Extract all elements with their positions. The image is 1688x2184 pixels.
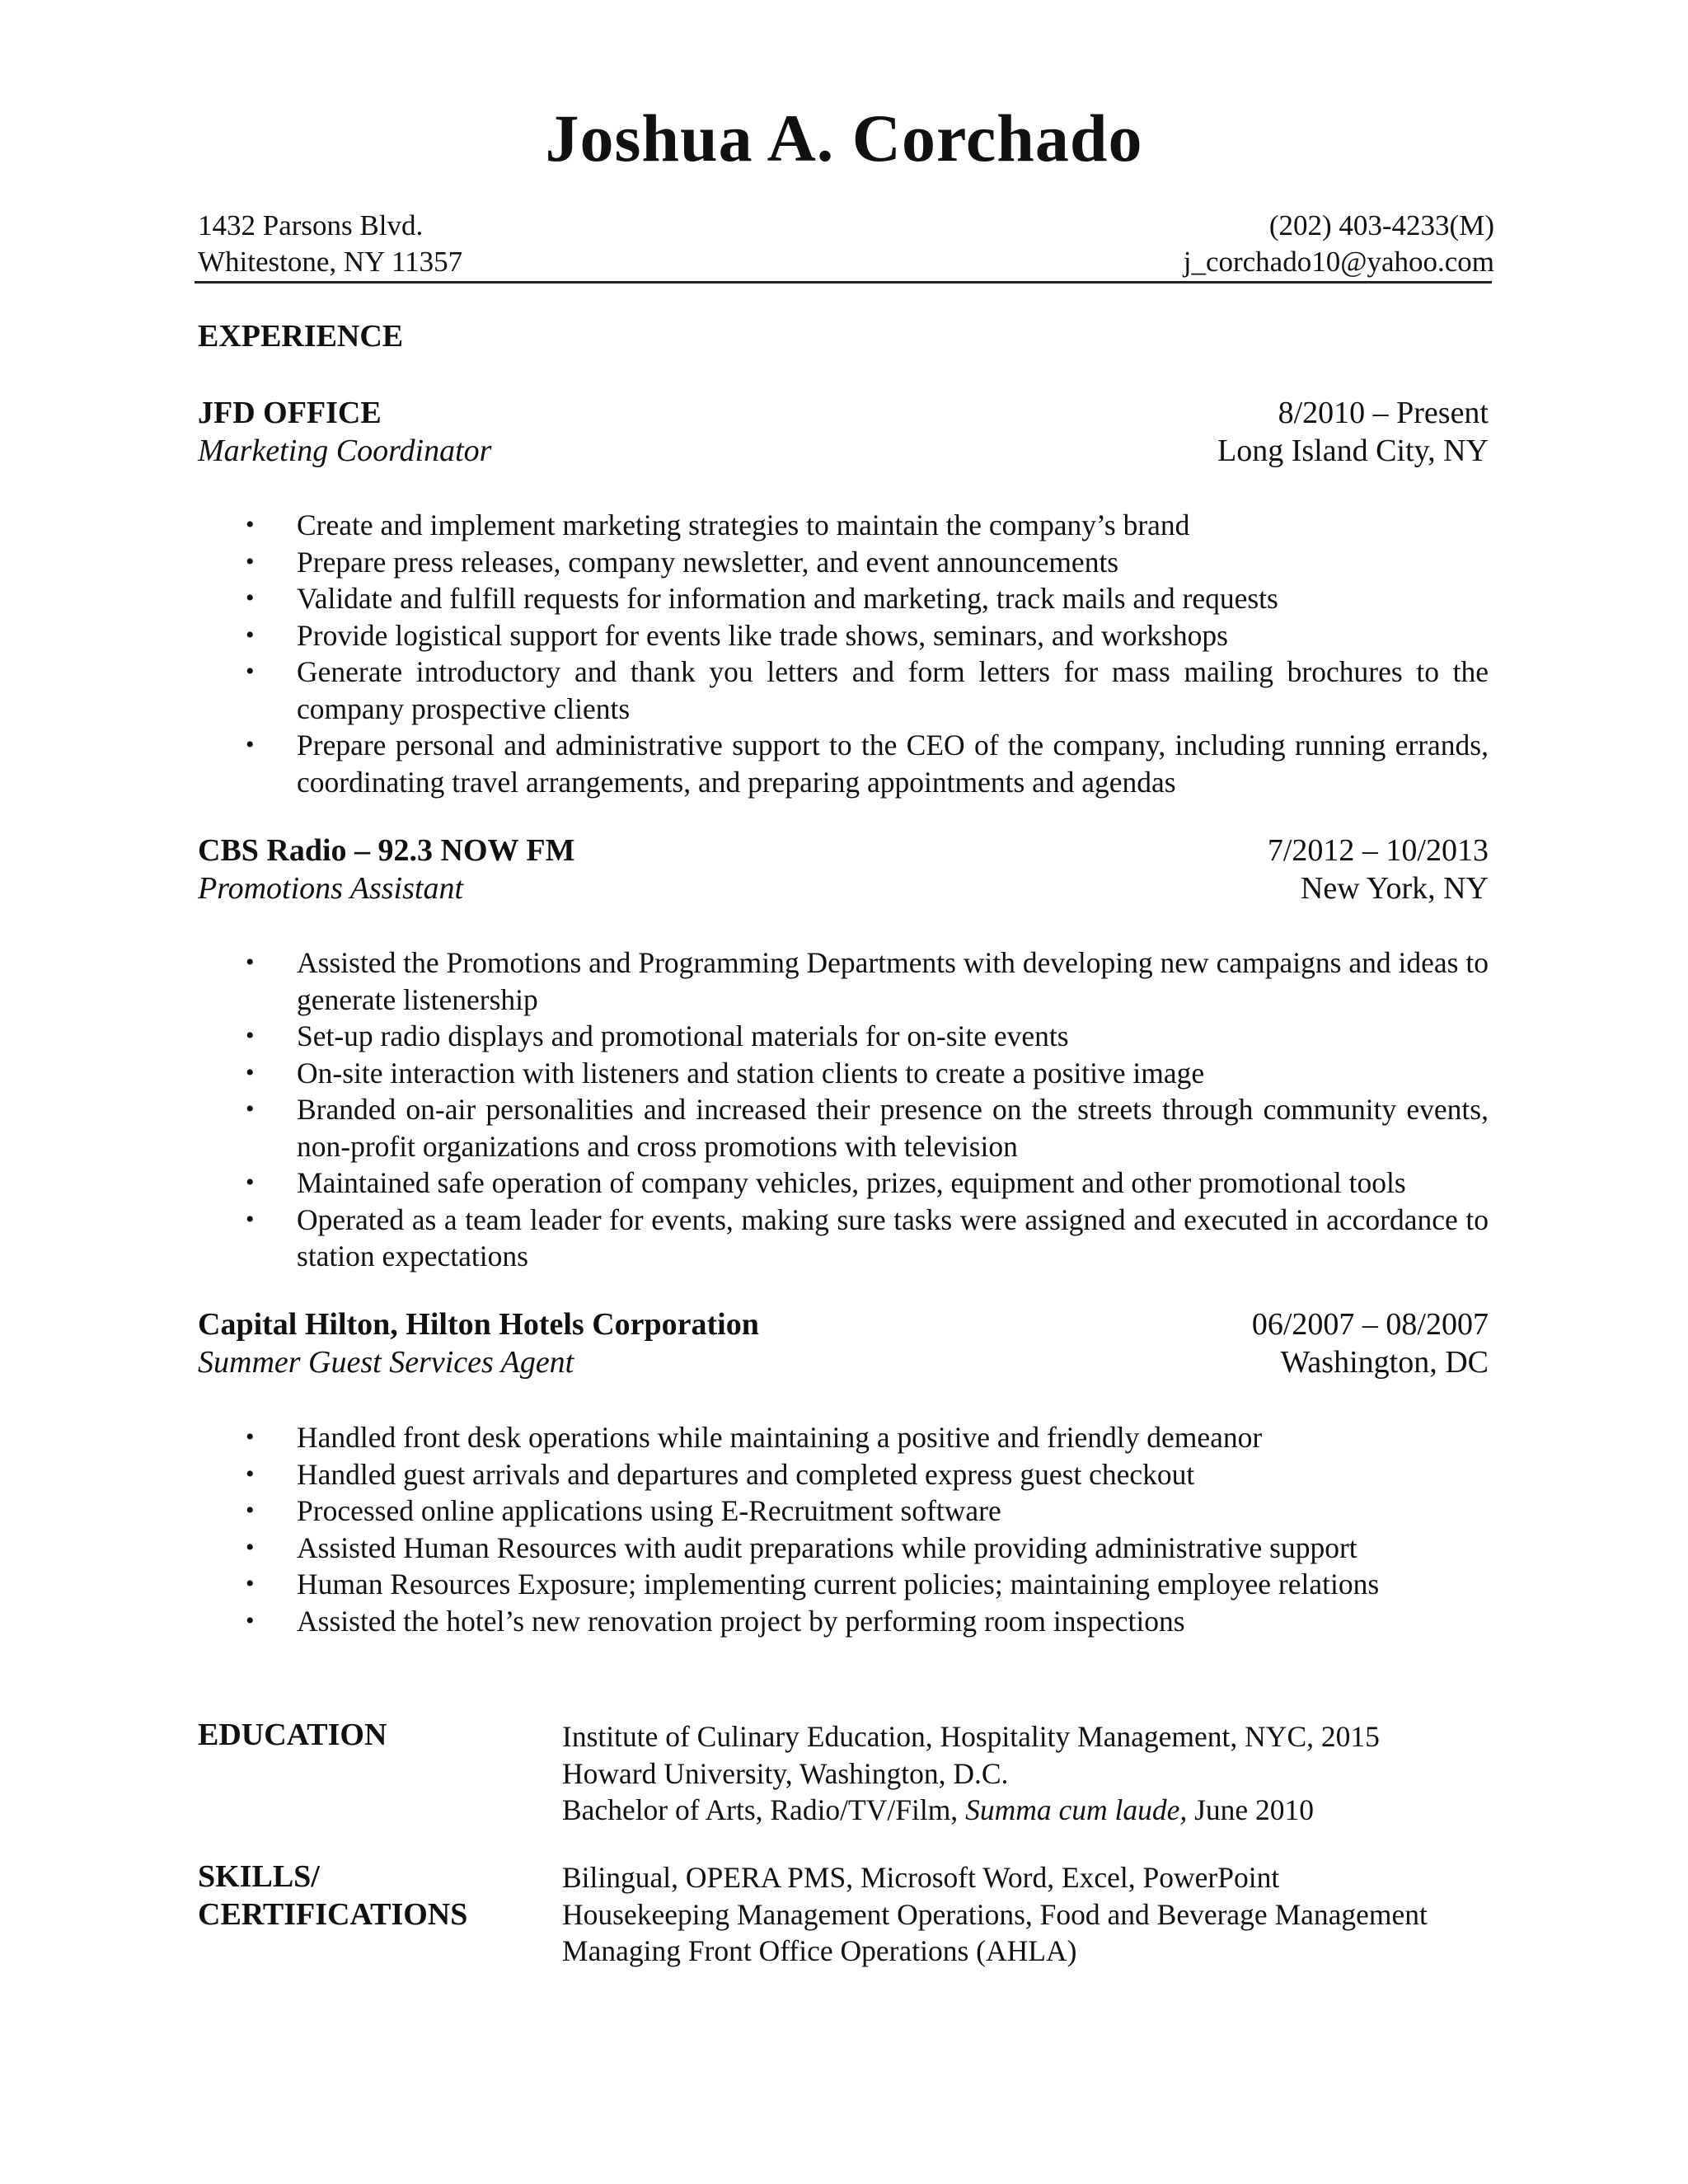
job-bullets (198, 1419, 1489, 1639)
candidate-name: Joshua A. Corchado (545, 101, 1143, 176)
bullet-item: • Set-up radio displays and promotional materials for on-site events (246, 1019, 1069, 1052)
bullet-item: • Generate introductory and thank you letters and form letters for mass mailing brochures to the company prospective clients (246, 655, 1489, 725)
bullet-item: • Validate and fulfill requests for information and marketing, track mails and requests (246, 582, 1278, 615)
job-entry (198, 394, 1489, 470)
bullet-item: • Prepare personal and administrative support to the CEO of the company, including running errands, coordinating travel arrangements, and preparing appointments and agendas (246, 729, 1489, 799)
skills-line: Bilingual, OPERA PMS, Microsoft Word, Excel, PowerPoint (562, 1861, 1280, 1894)
job-company: CBS Radio – 92.3 NOW FM (198, 833, 575, 868)
job-location: Long Island City, NY (1217, 434, 1489, 468)
job-dates: 06/2007 – 08/2007 (1251, 1307, 1489, 1342)
skills-line: Managing Front Office Operations (AHLA) (562, 1934, 1077, 1967)
job-title: Summer Guest Services Agent (198, 1345, 574, 1380)
education-line: Institute of Culinary Education, Hospitality Management, NYC, 2015 (562, 1720, 1380, 1753)
address-street: 1432 Parsons Blvd. (198, 209, 424, 241)
bullet-item: • Assisted the hotel’s new renovation project by performing room inspections (246, 1604, 1185, 1638)
experience-heading: EXPERIENCE (198, 319, 404, 354)
bullet-item: • Assisted Human Resources with audit preparations while providing administrative support (246, 1530, 1357, 1564)
address-block (198, 208, 462, 280)
education-heading: EDUCATION (198, 1718, 387, 1752)
bullet-item: • Create and implement marketing strategies to maintain the company’s brand (246, 509, 1190, 541)
job-dates: 7/2012 – 10/2013 (1267, 833, 1489, 868)
job-title: Marketing Coordinator (198, 434, 492, 468)
job-company: Capital Hilton, Hilton Hotels Corporation (198, 1307, 759, 1342)
job-entry (198, 832, 1489, 907)
skills-line: Housekeeping Management Operations, Food and Beverage Management (562, 1897, 1428, 1931)
job-bullets (198, 944, 1489, 1275)
bullet-item: • Branded on-air personalities and increased their presence on the streets through community events, non-profit organizations and cross promotions with television (246, 1093, 1489, 1163)
job-entry (198, 1305, 1489, 1381)
job-location: Washington, DC (1280, 1345, 1489, 1380)
bullet-item: • Assisted the Promotions and Programming Departments with developing new campaigns and ideas to generate listenership (246, 946, 1489, 1016)
job-title: Promotions Assistant (198, 871, 463, 906)
bullet-item: • Operated as a team leader for events, making sure tasks were assigned and executed in accordance to station expectations (246, 1202, 1489, 1272)
bullet-item: • Handled front desk operations while maintaining a positive and friendly demeanor (246, 1421, 1263, 1454)
education-line: Bachelor of Arts, Radio/TV/Film, Summa cum laude, June 2010 (562, 1793, 1315, 1826)
skills-details (562, 1859, 1428, 1970)
bullet-item: • Provide logistical support for events like trade shows, seminars, and workshops (246, 618, 1228, 652)
skills-heading: SKILLS/ CERTIFICATIONS (198, 1859, 468, 1932)
bullet-item: • Handled guest arrivals and departures and completed express guest checkout (246, 1457, 1195, 1491)
bullet-item: • Processed online applications using E-Recruitment software (246, 1494, 1001, 1527)
job-location: New York, NY (1300, 871, 1489, 906)
email-address: j_corchado10@yahoo.com (1183, 246, 1494, 278)
address-city: Whitestone, NY 11357 (198, 246, 463, 278)
bullet-item: • On-site interaction with listeners and station clients to create a positive image (246, 1056, 1205, 1090)
job-bullets (198, 507, 1489, 800)
header-divider (195, 281, 1492, 284)
job-company: JFD OFFICE (198, 396, 382, 430)
phone-number: (202) 403-4233(M) (1268, 209, 1494, 241)
bullet-item: • Human Resources Exposure; implementing current policies; maintaining employee relations (246, 1568, 1380, 1601)
job-dates: 8/2010 – Present (1278, 396, 1489, 430)
contact-block (1184, 208, 1494, 280)
education-line: Howard University, Washington, D.C. (562, 1756, 1009, 1790)
education-details (562, 1718, 1380, 1829)
bullet-item: • Prepare press releases, company newsletter, and event announcements (246, 545, 1119, 579)
bullet-item: • Maintained safe operation of company vehicles, prizes, equipment and other promotional tools (246, 1166, 1406, 1199)
